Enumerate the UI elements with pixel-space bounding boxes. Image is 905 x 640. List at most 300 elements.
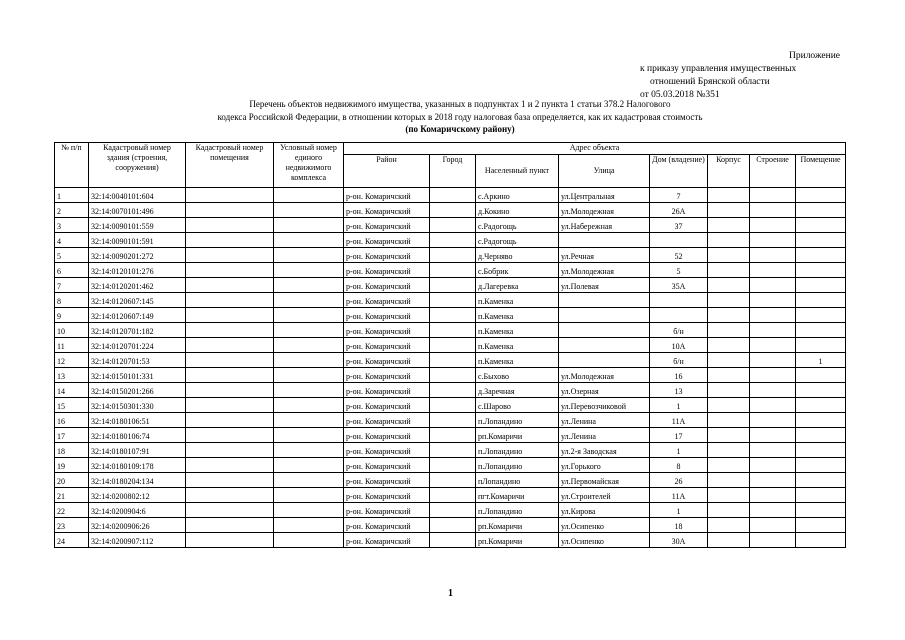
cell-pomeshchenie <box>796 263 846 278</box>
table-row <box>55 353 846 368</box>
cell-settlement: с.Радогощь <box>476 233 559 248</box>
cell-korpus <box>708 368 750 383</box>
cell-cond-num <box>274 263 344 278</box>
cell-num: 16 <box>55 413 89 428</box>
cell-cond-num <box>274 458 344 473</box>
cell-cad-room <box>186 428 274 443</box>
cell-stroenie <box>750 473 796 488</box>
appendix-date: от 05.03.2018 №351 <box>640 90 720 100</box>
cell-cad-room <box>186 368 274 383</box>
cell-house: б/н <box>650 323 708 338</box>
cell-house: 1 <box>650 398 708 413</box>
cell-korpus <box>708 533 750 548</box>
cell-cond-num <box>274 518 344 533</box>
cell-street: ул.Набережная <box>559 218 650 233</box>
cell-street <box>559 308 650 323</box>
cell-cond-num <box>274 383 344 398</box>
cell-korpus <box>708 263 750 278</box>
cell-city <box>430 263 476 278</box>
cell-cond-num <box>274 413 344 428</box>
appendix-line: отношений Брянской области <box>650 77 770 87</box>
cell-stroenie <box>750 188 796 203</box>
cell-cond-num <box>274 473 344 488</box>
cell-pomeshchenie <box>796 368 846 383</box>
cell-city <box>430 308 476 323</box>
header-settlement: Населенный пункт <box>476 155 559 188</box>
cell-stroenie <box>750 398 796 413</box>
cell-cad-building: 32:14:0180109:178 <box>89 458 186 473</box>
cell-city <box>430 398 476 413</box>
cell-settlement: п.Каменка <box>476 353 559 368</box>
table-row <box>55 233 846 248</box>
cell-pomeshchenie <box>796 203 846 218</box>
cell-street: ул.Осипенко <box>559 533 650 548</box>
cell-korpus <box>708 203 750 218</box>
cell-stroenie <box>750 323 796 338</box>
cell-city <box>430 188 476 203</box>
cell-settlement: пгт.Комаричи <box>476 488 559 503</box>
cell-stroenie <box>750 308 796 323</box>
table-row <box>55 368 846 383</box>
cell-num: 14 <box>55 383 89 398</box>
cell-settlement: с.Шарово <box>476 398 559 413</box>
cell-settlement: пЛопандино <box>476 473 559 488</box>
cell-stroenie <box>750 203 796 218</box>
cell-street <box>559 353 650 368</box>
appendix-block <box>640 50 850 102</box>
table-row <box>55 398 846 413</box>
header-cond-num: Условный номер единого недвижимого комплекса <box>274 143 344 188</box>
cell-settlement: с.Быхово <box>476 368 559 383</box>
cell-house: 1 <box>650 443 708 458</box>
cell-korpus <box>708 428 750 443</box>
cell-district: р-он. Комаричский <box>344 473 430 488</box>
cell-settlement: п.Лопандино <box>476 413 559 428</box>
document-title <box>140 98 780 136</box>
cell-korpus <box>708 278 750 293</box>
cell-num: 9 <box>55 308 89 323</box>
cell-house: 18 <box>650 518 708 533</box>
cell-house: 8 <box>650 458 708 473</box>
cell-cad-room <box>186 533 274 548</box>
cell-num: 23 <box>55 518 89 533</box>
cell-num: 1 <box>55 188 89 203</box>
cell-settlement: п.Каменка <box>476 323 559 338</box>
cell-street: ул.Центральная <box>559 188 650 203</box>
cell-pomeshchenie <box>796 413 846 428</box>
cell-district: р-он. Комаричский <box>344 278 430 293</box>
cell-house: 17 <box>650 428 708 443</box>
cell-num: 12 <box>55 353 89 368</box>
cell-district: р-он. Комаричский <box>344 338 430 353</box>
cell-street: ул.Ленина <box>559 428 650 443</box>
cell-cond-num <box>274 533 344 548</box>
cell-cond-num <box>274 248 344 263</box>
cell-house: 52 <box>650 248 708 263</box>
header-address: Адрес объекта <box>344 143 846 155</box>
cell-cad-building: 32:14:0180204:134 <box>89 473 186 488</box>
cell-cad-room <box>186 458 274 473</box>
cell-pomeshchenie <box>796 188 846 203</box>
table-row <box>55 308 846 323</box>
header-cad-room: Кадастровый номер помещения <box>186 143 274 188</box>
cell-house: 16 <box>650 368 708 383</box>
table-row <box>55 443 846 458</box>
cell-city <box>430 413 476 428</box>
cell-cad-room <box>186 338 274 353</box>
header-house: Дом (владение) <box>650 155 708 188</box>
cell-district: р-он. Комаричский <box>344 443 430 458</box>
cell-stroenie <box>750 368 796 383</box>
cell-settlement: рп.Комаричи <box>476 518 559 533</box>
cell-street: ул.Молодежная <box>559 368 650 383</box>
table-row <box>55 458 846 473</box>
cell-pomeshchenie <box>796 278 846 293</box>
cell-house: 13 <box>650 383 708 398</box>
cell-korpus <box>708 473 750 488</box>
cell-korpus <box>708 488 750 503</box>
cell-num: 3 <box>55 218 89 233</box>
cell-num: 5 <box>55 248 89 263</box>
cell-district: р-он. Комаричский <box>344 218 430 233</box>
cell-korpus <box>708 233 750 248</box>
cell-stroenie <box>750 533 796 548</box>
cell-settlement: д.Лагеревка <box>476 278 559 293</box>
cell-stroenie <box>750 218 796 233</box>
cell-settlement: п.Лопандино <box>476 443 559 458</box>
cell-cond-num <box>274 503 344 518</box>
cell-pomeshchenie <box>796 503 846 518</box>
cell-stroenie <box>750 353 796 368</box>
cell-house: 30А <box>650 533 708 548</box>
cell-cad-room <box>186 293 274 308</box>
table-row <box>55 293 846 308</box>
cell-stroenie <box>750 248 796 263</box>
cell-city <box>430 293 476 308</box>
cell-cad-room <box>186 203 274 218</box>
cell-cond-num <box>274 278 344 293</box>
cell-pomeshchenie <box>796 458 846 473</box>
cell-pomeshchenie <box>796 338 846 353</box>
table-row <box>55 473 846 488</box>
cell-num: 11 <box>55 338 89 353</box>
cell-cond-num <box>274 488 344 503</box>
cell-pomeshchenie <box>796 293 846 308</box>
cell-city <box>430 383 476 398</box>
cell-cond-num <box>274 443 344 458</box>
cell-cond-num <box>274 188 344 203</box>
cell-pomeshchenie <box>796 308 846 323</box>
cell-pomeshchenie: 1 <box>796 353 846 368</box>
cell-street: ул.Первомайская <box>559 473 650 488</box>
cell-stroenie <box>750 503 796 518</box>
cell-cad-building: 32:14:0200907:112 <box>89 533 186 548</box>
cell-district: р-он. Комаричский <box>344 263 430 278</box>
cell-district: р-он. Комаричский <box>344 533 430 548</box>
cell-street <box>559 293 650 308</box>
cell-street <box>559 338 650 353</box>
cell-district: р-он. Комаричский <box>344 248 430 263</box>
cell-settlement: п.Лопандино <box>476 458 559 473</box>
table-row <box>55 188 846 203</box>
cell-cad-room <box>186 188 274 203</box>
cell-cad-room <box>186 263 274 278</box>
cell-pomeshchenie <box>796 248 846 263</box>
cell-cad-room <box>186 308 274 323</box>
cell-cad-building: 32:14:0200802:12 <box>89 488 186 503</box>
cell-korpus <box>708 458 750 473</box>
cell-stroenie <box>750 488 796 503</box>
cell-street: ул.Молодежная <box>559 263 650 278</box>
cell-cad-building: 32:14:0150101:331 <box>89 368 186 383</box>
appendix-line: к приказу управления имущественных <box>640 64 797 74</box>
table-row <box>55 533 846 548</box>
cell-street: ул.Горького <box>559 458 650 473</box>
title-region: (по Комаричскому району) <box>405 124 515 134</box>
header-cad-building: Кадастровый номер здания (строения, сооружения) <box>89 143 186 188</box>
cell-district: р-он. Комаричский <box>344 428 430 443</box>
cell-pomeshchenie <box>796 473 846 488</box>
cell-pomeshchenie <box>796 218 846 233</box>
cell-pomeshchenie <box>796 443 846 458</box>
header-city: Город <box>430 155 476 188</box>
cell-stroenie <box>750 413 796 428</box>
header-street: Улица <box>559 155 650 188</box>
table-row <box>55 203 846 218</box>
cell-korpus <box>708 218 750 233</box>
cell-street: ул.Молодежная <box>559 203 650 218</box>
cell-cad-building: 32:14:0120701:182 <box>89 323 186 338</box>
cell-settlement: д.Заречная <box>476 383 559 398</box>
cell-stroenie <box>750 443 796 458</box>
cell-settlement: с.Радогощь <box>476 218 559 233</box>
cell-city <box>430 233 476 248</box>
title-line: Перечень объектов недвижимого имущества, указанных в подпунктах 1 и 2 пункта 1 статьи 378.2 Налогового <box>249 99 671 109</box>
cell-cad-building: 32:14:0120201:462 <box>89 278 186 293</box>
cell-street: ул.Озерная <box>559 383 650 398</box>
cell-street: ул.Кирова <box>559 503 650 518</box>
table-row <box>55 338 846 353</box>
cell-cond-num <box>274 338 344 353</box>
cell-korpus <box>708 308 750 323</box>
cell-korpus <box>708 443 750 458</box>
cell-settlement: п.Каменка <box>476 338 559 353</box>
cell-district: р-он. Комаричский <box>344 293 430 308</box>
cell-cad-building: 32:14:0150201:266 <box>89 383 186 398</box>
cell-korpus <box>708 338 750 353</box>
table-row <box>55 383 846 398</box>
cell-city <box>430 488 476 503</box>
cell-settlement: п.Лопандино <box>476 503 559 518</box>
table-row <box>55 278 846 293</box>
cell-stroenie <box>750 458 796 473</box>
cell-settlement: с.Аркино <box>476 188 559 203</box>
appendix-title: Приложение <box>789 51 840 61</box>
cell-cad-room <box>186 248 274 263</box>
cell-cad-building: 32:14:0120701:224 <box>89 338 186 353</box>
cell-house: б/н <box>650 353 708 368</box>
cell-city <box>430 278 476 293</box>
cell-cad-building: 32:14:0120101:276 <box>89 263 186 278</box>
cell-house: 1 <box>650 503 708 518</box>
property-table <box>54 142 846 548</box>
cell-house: 7 <box>650 188 708 203</box>
cell-num: 18 <box>55 443 89 458</box>
table-row <box>55 218 846 233</box>
cell-korpus <box>708 518 750 533</box>
cell-street: ул.Речная <box>559 248 650 263</box>
cell-district: р-он. Комаричский <box>344 323 430 338</box>
cell-stroenie <box>750 278 796 293</box>
cell-district: р-он. Комаричский <box>344 203 430 218</box>
cell-num: 8 <box>55 293 89 308</box>
cell-cad-building: 32:14:0200906:26 <box>89 518 186 533</box>
cell-cad-building: 32:14:0120607:149 <box>89 308 186 323</box>
cell-house: 26А <box>650 203 708 218</box>
cell-korpus <box>708 248 750 263</box>
cell-stroenie <box>750 383 796 398</box>
cell-district: р-он. Комаричский <box>344 353 430 368</box>
cell-city <box>430 338 476 353</box>
cell-korpus <box>708 503 750 518</box>
cell-cad-building: 32:14:0200904:6 <box>89 503 186 518</box>
cell-city <box>430 503 476 518</box>
cell-num: 7 <box>55 278 89 293</box>
cell-city <box>430 218 476 233</box>
cell-stroenie <box>750 233 796 248</box>
cell-cond-num <box>274 398 344 413</box>
cell-house: 10А <box>650 338 708 353</box>
cell-cad-room <box>186 503 274 518</box>
cell-settlement: д.Черняво <box>476 248 559 263</box>
cell-street <box>559 323 650 338</box>
cell-cad-room <box>186 383 274 398</box>
cell-house: 11А <box>650 488 708 503</box>
cell-house <box>650 233 708 248</box>
cell-district: р-он. Комаричский <box>344 518 430 533</box>
cell-num: 21 <box>55 488 89 503</box>
cell-korpus <box>708 293 750 308</box>
cell-street <box>559 233 650 248</box>
cell-street: ул.Строителей <box>559 488 650 503</box>
cell-cond-num <box>274 293 344 308</box>
cell-city <box>430 323 476 338</box>
cell-settlement: рп.Комаричи <box>476 428 559 443</box>
cell-cond-num <box>274 308 344 323</box>
cell-pomeshchenie <box>796 233 846 248</box>
cell-num: 10 <box>55 323 89 338</box>
cell-cond-num <box>274 428 344 443</box>
cell-district: р-он. Комаричский <box>344 458 430 473</box>
cell-pomeshchenie <box>796 383 846 398</box>
cell-city <box>430 473 476 488</box>
cell-district: р-он. Комаричский <box>344 383 430 398</box>
cell-cad-room <box>186 398 274 413</box>
cell-settlement: рп.Комаричи <box>476 533 559 548</box>
cell-stroenie <box>750 518 796 533</box>
cell-cad-room <box>186 473 274 488</box>
cell-cad-building: 32:14:0070101:496 <box>89 203 186 218</box>
cell-cad-room <box>186 443 274 458</box>
table-row <box>55 428 846 443</box>
cell-district: р-он. Комаричский <box>344 488 430 503</box>
cell-pomeshchenie <box>796 398 846 413</box>
cell-cad-room <box>186 323 274 338</box>
cell-cad-building: 32:14:0180106:74 <box>89 428 186 443</box>
cell-cad-room <box>186 413 274 428</box>
cell-cad-building: 32:14:0180107:91 <box>89 443 186 458</box>
cell-num: 6 <box>55 263 89 278</box>
cell-cad-room <box>186 278 274 293</box>
cell-city <box>430 518 476 533</box>
cell-district: р-он. Комаричский <box>344 188 430 203</box>
cell-district: р-он. Комаричский <box>344 368 430 383</box>
cell-korpus <box>708 188 750 203</box>
table-row <box>55 413 846 428</box>
cell-street: ул.Ленина <box>559 413 650 428</box>
cell-num: 17 <box>55 428 89 443</box>
header-num: № п/п <box>55 143 89 188</box>
cell-cad-building: 32:14:0150301:330 <box>89 398 186 413</box>
cell-cad-room <box>186 233 274 248</box>
cell-district: р-он. Комаричский <box>344 413 430 428</box>
table-row <box>55 503 846 518</box>
table-row <box>55 263 846 278</box>
cell-pomeshchenie <box>796 428 846 443</box>
cell-num: 19 <box>55 458 89 473</box>
cell-cad-building: 32:14:0180106:51 <box>89 413 186 428</box>
cell-cad-room <box>186 518 274 533</box>
cell-house: 35А <box>650 278 708 293</box>
cell-house: 11А <box>650 413 708 428</box>
table-row <box>55 248 846 263</box>
cell-street: ул.Полевая <box>559 278 650 293</box>
cell-stroenie <box>750 338 796 353</box>
table-row <box>55 488 846 503</box>
cell-num: 2 <box>55 203 89 218</box>
cell-num: 24 <box>55 533 89 548</box>
cell-house <box>650 308 708 323</box>
page-number: 1 <box>448 588 453 599</box>
table-body <box>55 188 846 548</box>
cell-cad-building: 32:14:0040101:604 <box>89 188 186 203</box>
cell-korpus <box>708 323 750 338</box>
cell-city <box>430 443 476 458</box>
cell-num: 20 <box>55 473 89 488</box>
cell-korpus <box>708 353 750 368</box>
cell-cond-num <box>274 233 344 248</box>
cell-cond-num <box>274 353 344 368</box>
cell-num: 15 <box>55 398 89 413</box>
cell-settlement: д.Кокино <box>476 203 559 218</box>
cell-pomeshchenie <box>796 323 846 338</box>
cell-district: р-он. Комаричский <box>344 503 430 518</box>
cell-korpus <box>708 413 750 428</box>
table-row <box>55 323 846 338</box>
cell-cad-room <box>186 353 274 368</box>
cell-pomeshchenie <box>796 488 846 503</box>
header-pomeshchenie: Помещение <box>796 155 846 188</box>
cell-pomeshchenie <box>796 533 846 548</box>
cell-settlement: п.Каменка <box>476 308 559 323</box>
cell-district: р-он. Комаричский <box>344 233 430 248</box>
table-row <box>55 518 846 533</box>
cell-num: 22 <box>55 503 89 518</box>
cell-city <box>430 203 476 218</box>
cell-stroenie <box>750 293 796 308</box>
header-korpus: Корпус <box>708 155 750 188</box>
cell-korpus <box>708 398 750 413</box>
